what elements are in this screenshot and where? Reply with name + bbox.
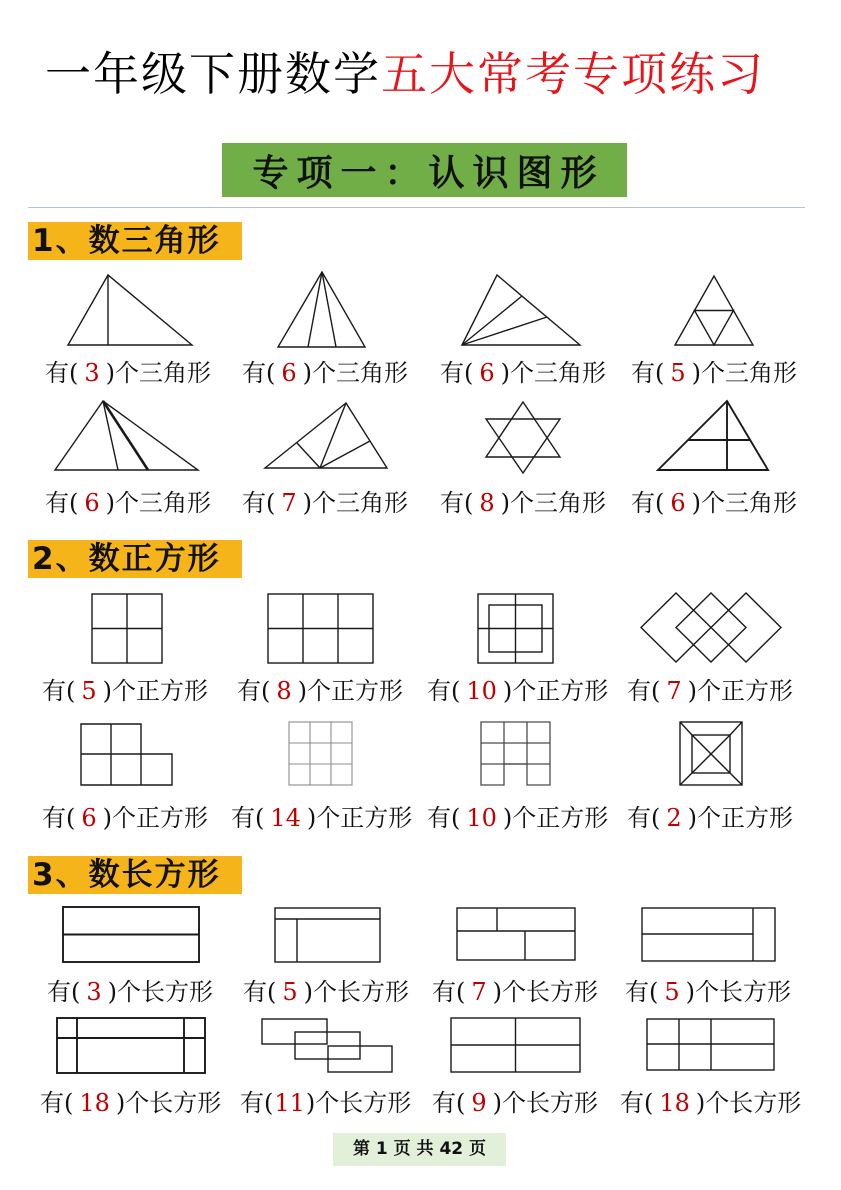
rectangle-figure-3 [457,908,575,960]
answer-value: 5 [282,978,298,1006]
caption-prefix: 有( [432,978,466,1006]
answer-value: 7 [666,677,682,705]
answer-value: 5 [81,677,97,705]
title-part-red: 五大常考专项练习 [381,47,765,101]
caption-square-5 [42,804,208,832]
answer-value: 14 [270,804,301,832]
caption-suffix: )个正方形 [502,804,609,832]
answer-value: 6 [281,359,297,387]
answer-value: 6 [84,489,100,517]
triangle-figure-7 [486,402,560,473]
caption-prefix: 有( [432,1089,466,1117]
caption-triangle-3 [440,359,606,387]
caption-triangle-4 [631,359,797,387]
answer-value: 2 [666,804,682,832]
answer-value: 18 [79,1089,110,1117]
caption-suffix: )个长方形 [492,1089,599,1117]
caption-prefix: 有( [47,978,81,1006]
caption-prefix: 有( [440,489,474,517]
caption-prefix: 有( [42,677,76,705]
caption-suffix: )个三角形 [105,489,212,517]
rectangle-figure-7 [451,1018,580,1072]
caption-suffix: )个三角形 [691,359,798,387]
answer-value: 10 [466,804,497,832]
caption-triangle-2 [242,359,408,387]
caption-prefix: 有( [440,359,474,387]
page-title [45,46,765,102]
caption-suffix: )个三角形 [500,489,607,517]
caption-rectangle-8 [620,1089,801,1117]
caption-square-2 [237,677,403,705]
triangle-figure-4 [675,276,753,345]
caption-prefix: 有( [231,804,265,832]
caption-prefix: 有( [242,359,276,387]
caption-prefix: 有( [237,677,271,705]
answer-value: 7 [281,489,297,517]
caption-suffix: )个长方形 [695,1089,802,1117]
topic-banner-text: 专项一：认识图形 [252,152,605,194]
caption-rectangle-6 [240,1089,411,1117]
caption-prefix: 有( [625,978,659,1006]
triangle-figure-5 [55,401,198,470]
caption-prefix: 有( [42,804,76,832]
caption-square-6 [231,804,412,832]
caption-triangle-5 [45,489,211,517]
rectangle-figure-1 [63,907,199,962]
answer-value: 5 [664,978,680,1006]
caption-suffix: )个长方形 [107,978,214,1006]
triangle-figure-8 [658,401,768,470]
caption-prefix: 有( [45,489,79,517]
caption-suffix: )个长方形 [492,978,599,1006]
caption-rectangle-1 [47,978,213,1006]
divider-line [28,207,805,208]
square-figure-6 [289,722,352,785]
triangle-figure-6 [265,403,387,468]
caption-rectangle-2 [243,978,409,1006]
caption-suffix: )个三角形 [691,489,798,517]
triangle-figure-3 [462,275,580,345]
caption-prefix: 有( [240,1089,274,1117]
caption-suffix: )个正方形 [102,804,209,832]
rectangle-figure-2 [275,908,380,962]
rectangle-figure-5 [57,1018,205,1073]
rectangle-figure-6 [262,1019,392,1072]
triangle-figure-1 [68,275,192,345]
square-figure-1 [92,594,162,663]
answer-value: 10 [466,677,497,705]
caption-prefix: 有( [620,1089,654,1117]
caption-rectangle-7 [432,1089,598,1117]
answer-value: 9 [471,1089,487,1117]
caption-prefix: 有( [40,1089,74,1117]
caption-suffix: )个正方形 [502,677,609,705]
section-heading-squares: 2、数正方形 [28,540,242,578]
answer-value: 8 [479,489,495,517]
caption-suffix: )个正方形 [306,804,413,832]
caption-suffix: )个三角形 [105,359,212,387]
caption-suffix: )个长方形 [303,978,410,1006]
caption-prefix: 有( [631,359,665,387]
caption-triangle-6 [242,489,408,517]
caption-square-4 [627,677,793,705]
caption-triangle-7 [440,489,606,517]
section-heading-rectangles: 3、数长方形 [28,856,242,894]
caption-suffix: )个长方形 [115,1089,222,1117]
caption-prefix: 有( [243,978,277,1006]
caption-prefix: 有( [45,359,79,387]
square-figure-7 [481,722,550,785]
square-figure-8 [680,722,742,785]
caption-rectangle-3 [432,978,598,1006]
title-part-black: 一年级下册数学 [45,47,381,101]
caption-suffix: )个长方形 [685,978,792,1006]
caption-suffix: )个正方形 [687,677,794,705]
caption-suffix: )个三角形 [302,489,409,517]
caption-rectangle-5 [40,1089,221,1117]
caption-rectangle-4 [625,978,791,1006]
caption-suffix: )个正方形 [687,804,794,832]
caption-square-7 [427,804,608,832]
caption-suffix: )个正方形 [102,677,209,705]
answer-value: 5 [670,359,686,387]
rectangle-figure-8 [647,1019,774,1070]
answer-value: 3 [84,359,100,387]
square-figure-5 [81,724,172,785]
square-figure-4 [641,593,781,662]
answer-value: 8 [276,677,292,705]
caption-prefix: 有( [627,677,661,705]
page-number-footer: 第 1 页 共 42 页 [333,1133,506,1166]
caption-triangle-1 [45,359,211,387]
caption-square-1 [42,677,208,705]
square-figure-3 [478,594,553,663]
caption-suffix: )个三角形 [500,359,607,387]
caption-square-8 [627,804,793,832]
caption-square-3 [427,677,608,705]
answer-value: 6 [670,489,686,517]
caption-prefix: 有( [427,804,461,832]
answer-value: 6 [479,359,495,387]
answer-value: 3 [86,978,102,1006]
rectangle-figure-4 [642,908,775,961]
topic-banner [222,143,627,197]
answer-value: 11 [274,1089,305,1117]
caption-triangle-8 [631,489,797,517]
answer-value: 18 [659,1089,690,1117]
caption-prefix: 有( [631,489,665,517]
section-heading-triangles: 1、数三角形 [28,222,242,260]
square-figure-2 [268,594,373,663]
caption-suffix: )个正方形 [297,677,404,705]
caption-suffix: )个长方形 [305,1089,412,1117]
caption-prefix: 有( [427,677,461,705]
answer-value: 7 [471,978,487,1006]
caption-suffix: )个三角形 [302,359,409,387]
answer-value: 6 [81,804,97,832]
triangle-figure-2 [278,272,365,347]
caption-prefix: 有( [242,489,276,517]
caption-prefix: 有( [627,804,661,832]
